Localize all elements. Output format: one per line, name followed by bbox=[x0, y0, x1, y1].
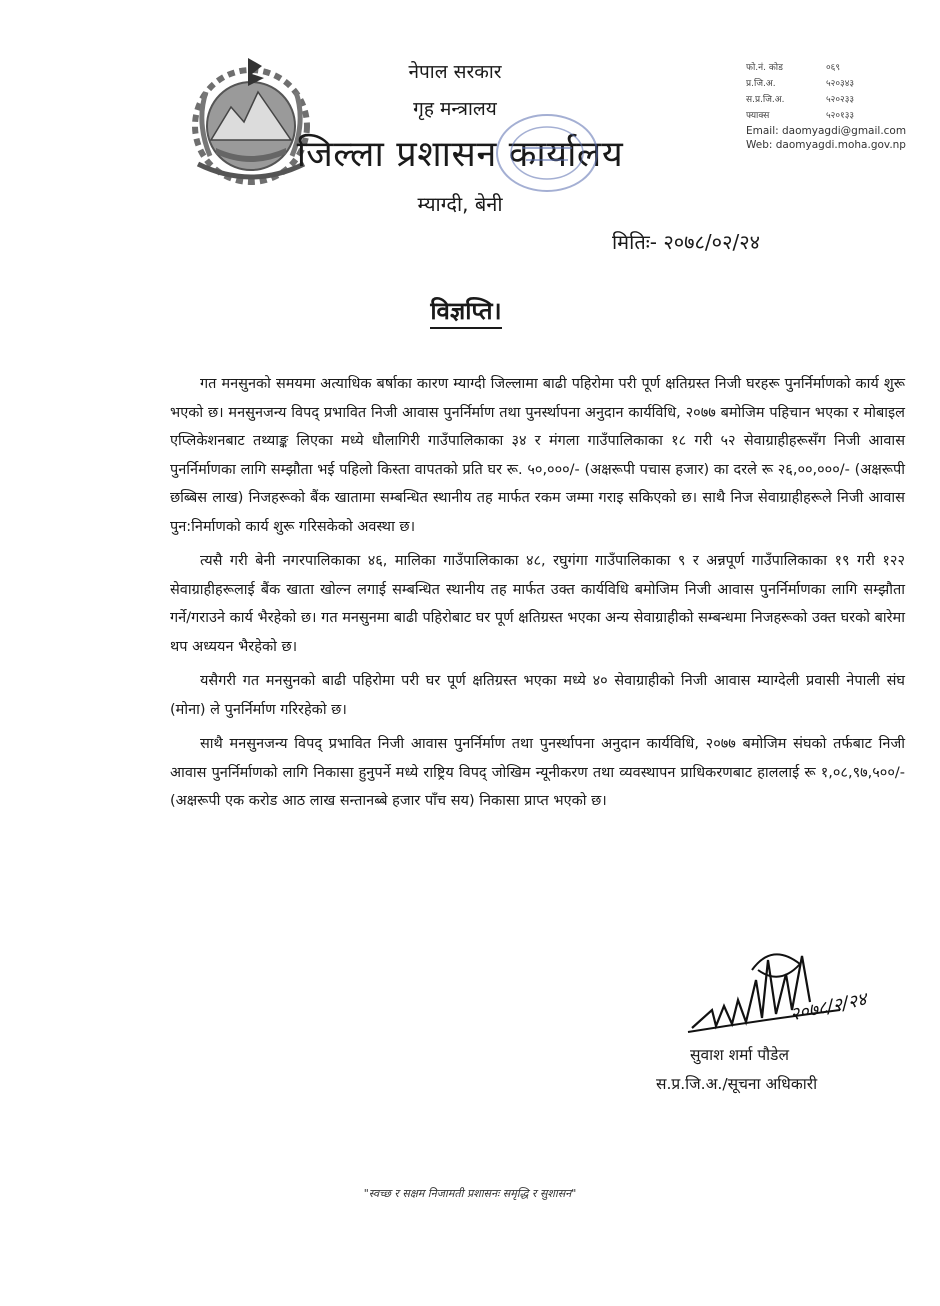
signatory-name: सुवाश शर्मा पौडेल bbox=[690, 1046, 789, 1064]
contact-email[interactable]: Email: daomyagdi@gmail.com bbox=[746, 125, 907, 137]
office-motto: "स्वच्छ र सक्षम निजामती प्रशासनः समृद्धि र सुशासन" bbox=[363, 1187, 577, 1200]
signature-date: २०७८/२/२४ bbox=[788, 988, 869, 1026]
contact-web[interactable]: Web: daomyagdi.moha.gov.np bbox=[746, 139, 906, 151]
office-stamp-icon bbox=[492, 108, 602, 198]
paragraph: गत मनसुनको समयमा अत्याधिक बर्षाका कारण म्याग्दी जिल्लामा बाढी पहिरोमा परी पूर्ण क्षतिग्रस्त निजी घरहरू पुनर्निर्माणको कार्य शुरू भएको छ। मनसुनजन्य विपद् प्रभावित निजी आवास पुनर्निर्माण तथा पुनर्स्थापना अनुदान कार्यविधि, २०७७ बमोजिम पहिचान भएका र मोबाइल एप्लिकेशनबाट तथ्याङ्क लिएका मध्ये धौलागिरी गाउँपालिकाका ३४ र मंगला गाउँपालिकाका १८ गरी ५२ सेवाग्राहीहरूसँग निजी आवास पुनर्निर्माणका लागि सम्झौता भई पहिलो किस्ता वापतको प्रति घर रू. ५०,०००/- (अक्षरूपी पचास हजार) का दरले रू २६,००,०००/- (अक्षरूपी छब्बिस लाख) निजहरूको बैंक खातामा सम्बन्धित स्थानीय तह मार्फत रकम जम्मा गराइ सकिएको छ। साथै निज सेवाग्राहीहरूले निजी आवास पुन:निर्माणको कार्य शुरू गरिसकेको अवस्था छ। bbox=[170, 376, 905, 535]
contact-row: प्र.जि.अ. ५२०३४३ bbox=[746, 79, 855, 89]
contact-block bbox=[746, 60, 906, 152]
paragraph: यसैगरी गत मनसुनको बाढी पहिरोमा परी घर पूर्ण क्षतिग्रस्त भएका मध्ये ४० सेवाग्राहीको निजी आवास म्याग्देली प्रवासी नेपाली संघ (मोना) ले पुनर्निर्माण गरिरहेको छ। bbox=[170, 673, 905, 718]
office-location: म्याग्दी, बेनी bbox=[417, 192, 503, 216]
paragraph: साथै मनसुनजन्य विपद् प्रभावित निजी आवास पुनर्निर्माण तथा पुनर्स्थापना अनुदान कार्यविधि, २०७७ बमोजिम संघको तर्फबाट निजी आवास पुनर्निर्माणको लागि निकासा हुनुपर्ने मध्ये राष्ट्रिय विपद् जोखिम न्यूनीकरण तथा व्यवस्थापन प्राधिकरणबाट हाललाई रू १,०८,९७,५००/- (अक्षरूपी एक करोड आठ लाख सन्तानब्बे हजार पाँच सय) निकासा प्राप्त भएको छ। bbox=[170, 736, 905, 809]
signature-icon bbox=[672, 940, 892, 1042]
office-name: जिल्ला प्रशासन कार्यालय bbox=[296, 134, 624, 175]
paragraph: त्यसै गरी बेनी नगरपालिकाका ४६, मालिका गाउँपालिकाका ४८, रघुगंगा गाउँपालिकाका ९ र अन्नपूर्ण गाउँपालिकाका १९ गरी १२२ सेवाग्राहीहरूलाई बैंक खाता खोल्न लगाई सम्बन्धित स्थानीय तह मार्फत उक्त कार्यविधि बमोजिम निजी आवास पुनर्निर्माणका लागि सम्झौता गर्ने/गराउने कार्य भैरहेको छ। गत मनसुनमा बाढी पहिरोबाट घर पूर्ण क्षतिग्रस्त भएका अन्य सेवाग्राहीको सम्बन्धमा निजहरूको उक्त घरको बारेमा थप अध्ययन भैरहेको छ। bbox=[170, 553, 905, 655]
contact-row: स.प्र.जि.अ. ५२०२३३ bbox=[746, 95, 855, 105]
contact-row: फ्याक्स ५२०१३३ bbox=[746, 111, 855, 121]
signatory-title: स.प्र.जि.अ./सूचना अधिकारी bbox=[656, 1075, 818, 1093]
ministry-name: गृह मन्त्रालय bbox=[413, 98, 497, 120]
contact-row: फो.नं. कोड ०६९ bbox=[746, 63, 841, 73]
notice-date: मितिः- २०७८/०२/२४ bbox=[612, 230, 761, 254]
notice-title: विज्ञप्ति। bbox=[0, 294, 940, 327]
notice-body bbox=[170, 370, 905, 822]
government-name: नेपाल सरकार bbox=[408, 61, 502, 83]
